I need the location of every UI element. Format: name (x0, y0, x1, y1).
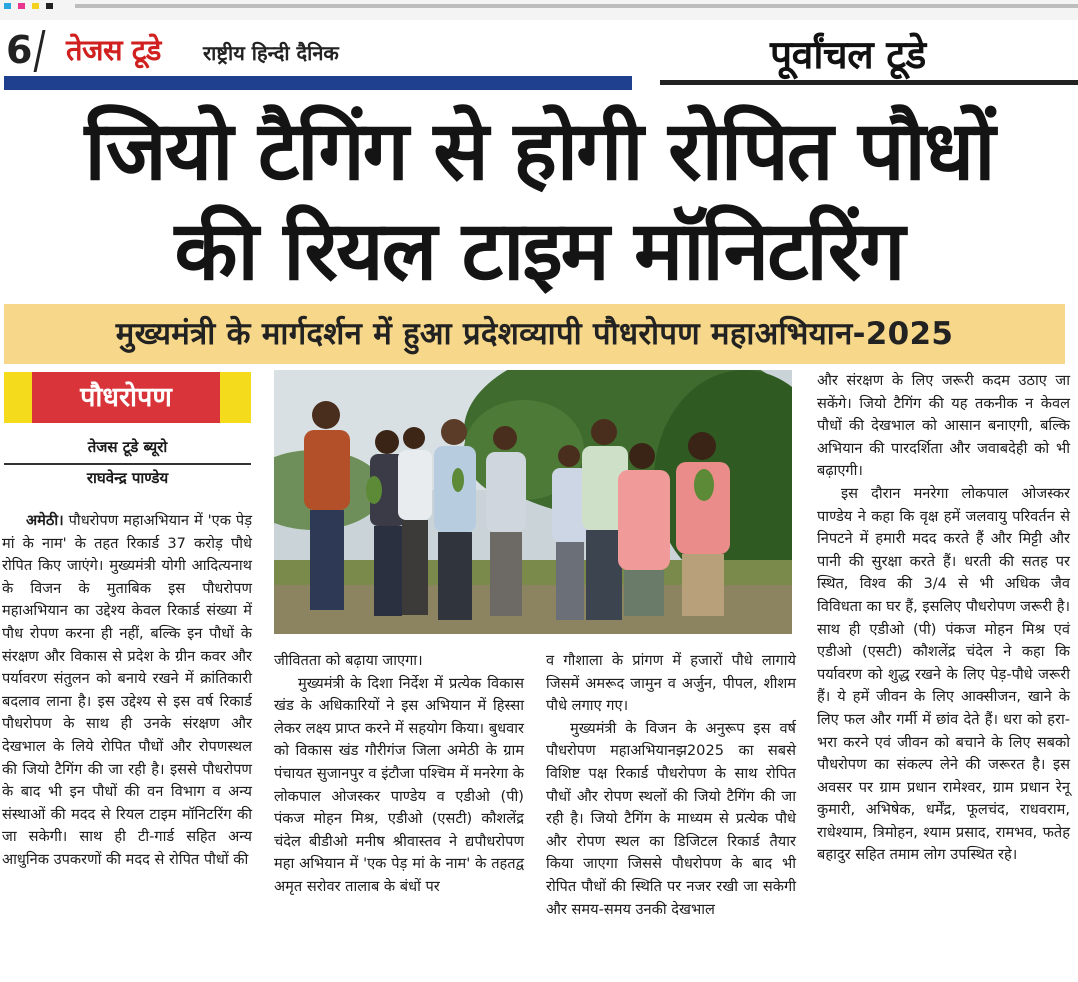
byline: राघवेन्द्र पाण्डेय (86, 469, 169, 487)
article-paragraph: मुख्यमंत्री के विजन के अनुरूप इस वर्ष पौधरोपण महाअभियानझ2025 का सबसे विशिष्ट पक्ष रिकार्ड पौधरोपण के साथ रोपित पौधों और रोपण स्थलों की जियो टैगिंग की जा रही है। जियो टैगिंग के माध्यम से प्रत्येक पौधे और रोपण स्थल का डिजिटल रिकार्ड तैयार किया जाएगा जिससे पौधरोपण के बाद भी रोपित पौधों की स्थिति पर नजर रखी जा सकेगी और समय-समय उनकी देखभाल (546, 719, 796, 918)
article-paragraph: व गौशाला के प्रांगण में हजारों पौधे लागाये जिसमें अमरूद जामुन व अर्जुन, पीपल, शीशम पौधे लगाए गए। (546, 652, 796, 715)
group-photo-tree-planting-icon (274, 370, 792, 634)
black-swatch (46, 3, 53, 9)
group-photo (274, 370, 792, 634)
masthead-blue-rule (4, 76, 632, 90)
headline-line-1: जियो टैगिंग से होगी रोपित पौधों (84, 104, 994, 199)
edition-title: पूर्वांचल टूडे (770, 33, 926, 78)
magenta-swatch (18, 3, 25, 9)
edition-rule (660, 80, 1078, 85)
paragraph-text: पौधरोपण महाअभियान में 'एक पेड़ मां के नाम' के तहत रिकार्ड 37 करोड़ पौधे रोपित किए जाएंगे। मुख्यमंत्री योगी आदित्यनाथ के विजन के मुताबिक इस पौधरोपण महाअभियान का उद्देश्य केवल रिकार्ड संख्या में पौध रोपण करना ही नहीं, बल्कि इन पौधों के संरक्षण और विकास से प्रदेश के ग्रीन कवर और पर्यावरण संतुलन को बनाये रखने में क्रांतिकारी बदलाव लाना है। इस उद्देश्य से इस वर्ष रिकार्ड पौधरोपण के साथ ही उनके संरक्षण और देखभाल के लिये रोपित पौधों और रोपणस्थल की जियो टैगिंग की जा रही है। इससे पौधरोपण के बाद भी इन पौधों की वन विभाग व अन्य संस्थाओं की मदद से रियल टाइम मॉनिटरिंग की जा सकेगी। साथ ही टी-गार्ड सहित अन्य आधुनिक उपकरणों की मदद से रोपित पौधों की (2, 512, 252, 868)
page-number: 6 (6, 28, 33, 72)
article-paragraph: इस दौरान मनरेगा लोकपाल ओजस्कर पाण्डेय ने कहा कि वृक्ष हमें जलवायु परिवर्तन से निपटने में हमारी मदद करते हैं और मिट्टी और पानी की सुरक्षा करते हैं। धरती की सतह पर स्थित, विश्व की 3/4 से भी अधिक जैव विविधता का घर हैं, इसलिए पौधरोपण जरूरी है। साथ ही एडीओ (पी) पंकज मोहन मिश्र एवं एडीओ (एसटी) कौशलेंद्र चंदेल ने कहा कि पर्यावरण को शुद्ध रखने के लिए पेड़-पौधे जरूरी हैं। ये हमें जीवन के लिए आक्सीजन, खाने के लिए फल और गर्मी में छांव देते हैं। धरा को हरा-भरा करने एवं जीवन को बचाने के लिए सबको पौधरोपण का संकल्प लेने की जरूरत है। इस अवसर पर ग्राम प्रधान रामेश्वर, ग्राम प्रधान रेनू कुमारी, अभिषेक, धर्मेंद्र, फूलचंद, राधवराम, राधेश्याम, त्रिमोहन, श्याम प्रसाद, रामभव, फतेह बहादुर सहित तमाम लोग उपस्थित रहे। (817, 484, 1070, 864)
newspaper-brand: तेजस टूडे (66, 33, 161, 67)
article-paragraph: और संरक्षण के लिए जरूरी कदम उठाए जा सकेंगे। जियो टैगिंग की यह तकनीक न केवल पौधों की देखभाल को आसान बनाएगी, बल्कि अभियान की पारदर्शिता और जवाबदेही को भी बढ़ाएगी। (817, 372, 1070, 480)
byline-divider (4, 463, 251, 465)
masthead-divider (34, 30, 46, 72)
top-print-strip (0, 0, 1078, 20)
article-column-3 (546, 650, 796, 921)
article-column-2 (274, 650, 524, 899)
article-paragraph: जीवितता को बढ़ाया जाएगा। (274, 652, 423, 669)
article-column-1 (2, 510, 252, 872)
next-article-snippet (665, 972, 715, 982)
article-paragraph (2, 510, 252, 872)
yellow-swatch (32, 3, 39, 9)
newspaper-tagline: राष्ट्रीय हिन्दी दैनिक (203, 41, 339, 65)
bureau-credit: तेजस टूडे ब्यूरो (87, 438, 168, 456)
cyan-swatch (4, 3, 11, 9)
headline-line-2: की रियल टाइम मॉनिटरिंग (174, 204, 904, 299)
article-column-4 (817, 370, 1070, 867)
subheadline: मुख्यमंत्री के मार्गदर्शन में हुआ प्रदेशव्यापी पौधरोपण महाअभियान-2025 (115, 316, 954, 352)
section-tag: पौधरोपण (80, 382, 172, 413)
dateline: अमेठी। (26, 512, 64, 529)
top-rule (75, 4, 1078, 8)
article-paragraph: मुख्यमंत्री के दिशा निर्देश में प्रत्येक विकास खंड के अधिकारियों ने इस अभियान में हिस्सा लेकर लक्ष्य प्राप्त करने में सहयोग किया। बुधवार को विकास खंड गौरीगंज जिला अमेठी के ग्राम पंचायत सुजानपुर व इंटौजा पश्चिम में मनरेगा के लोकपाल ओजस्कर पाण्डेय व एडीओ (पी) पंकज मोहन मिश्र, एडीओ (एसटी) कौशलेंद्र चंदेल बीडीओ मनीष श्रीवास्तव ने द्यपौधरोपण महा अभियान में 'एक पेड़ मां के नाम' के तहतद्व अमृत सरोवर तालाब के बंधों पर (274, 674, 524, 895)
